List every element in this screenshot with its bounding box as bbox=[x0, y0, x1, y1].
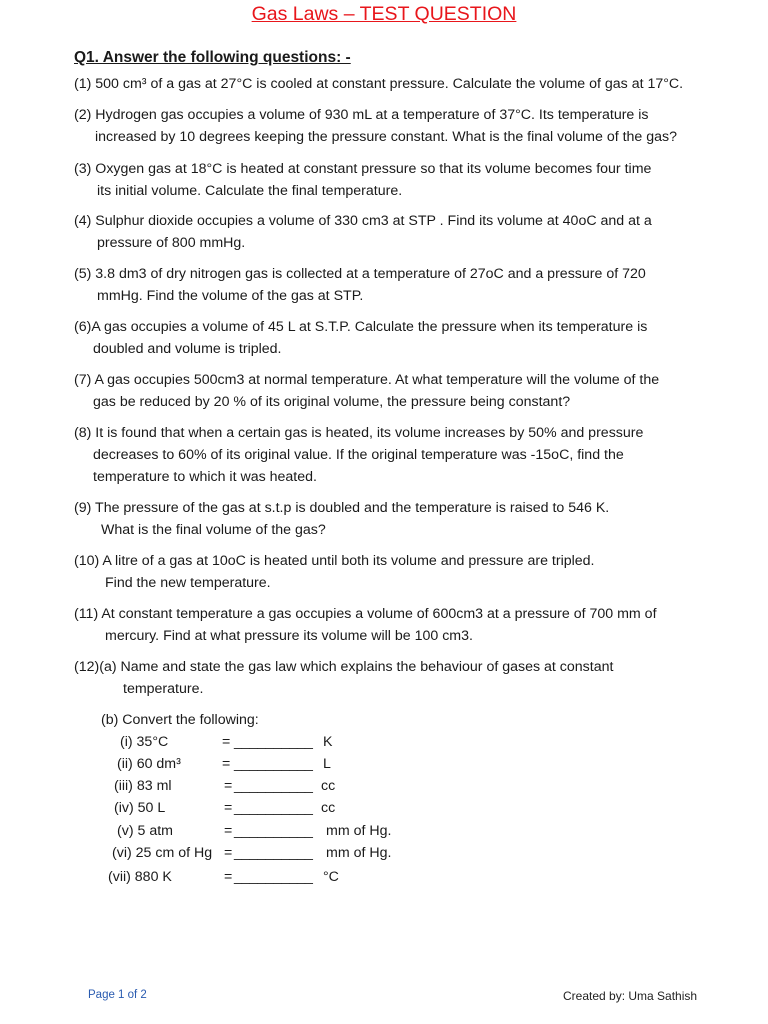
convert-item-left: (ii) 60 dm³ bbox=[117, 756, 181, 772]
question-7 bbox=[74, 369, 724, 413]
question-4 bbox=[74, 210, 724, 254]
question-5 bbox=[74, 263, 724, 307]
convert-item-unit: mm of Hg. bbox=[326, 823, 392, 839]
question-line: temperature. bbox=[123, 681, 204, 697]
section-heading: Q1. Answer the following questions: - bbox=[74, 49, 351, 66]
answer-blank[interactable]: __________ bbox=[234, 756, 313, 772]
convert-item-eq: = bbox=[224, 869, 233, 885]
convert-item-eq: = bbox=[224, 823, 233, 839]
question-line: (1) 500 cm³ of a gas at 27°C is cooled at constant pressure. Calculate the volume of gas at 17°C. bbox=[74, 76, 684, 92]
question-line: temperature to which it was heated. bbox=[93, 469, 317, 485]
question-10 bbox=[74, 550, 724, 594]
question-line: increased by 10 degrees keeping the pressure constant. What is the final volume of the gas? bbox=[95, 129, 678, 145]
question-line: doubled and volume is tripled. bbox=[93, 341, 282, 357]
convert-label: (b) Convert the following: bbox=[101, 712, 259, 728]
author-credit: Created by: Uma Sathish bbox=[563, 989, 698, 1003]
question-9 bbox=[74, 497, 724, 541]
question-12a bbox=[74, 656, 724, 700]
page-title: Gas Laws – TEST QUESTION bbox=[251, 3, 517, 25]
question-line: mercury. Find at what pressure its volume will be 100 cm3. bbox=[105, 628, 473, 644]
question-8 bbox=[74, 422, 724, 488]
convert-item-left: (v) 5 atm bbox=[117, 823, 173, 839]
question-1 bbox=[74, 73, 724, 95]
question-line: (2) Hydrogen gas occupies a volume of 930 mL at a temperature of 37°C. Its temperature is bbox=[74, 107, 649, 123]
answer-blank[interactable]: __________ bbox=[234, 778, 313, 794]
convert-item-unit: cc bbox=[321, 800, 336, 816]
convert-item-left: (vii) 880 K bbox=[108, 869, 172, 885]
convert-item-unit: L bbox=[323, 756, 331, 772]
question-line: mmHg. Find the volume of the gas at STP. bbox=[97, 288, 364, 304]
question-2 bbox=[74, 104, 724, 148]
question-line: (8) It is found that when a certain gas is heated, its volume increases by 50% and pressure bbox=[74, 425, 644, 441]
question-3 bbox=[74, 158, 724, 202]
answer-blank[interactable]: __________ bbox=[234, 800, 313, 816]
question-line: (3) Oxygen gas at 18°C is heated at constant pressure so that its volume becomes four time bbox=[74, 161, 652, 177]
question-line: (5) 3.8 dm3 of dry nitrogen gas is collected at a temperature of 27oC and a pressure of 720 bbox=[74, 266, 646, 282]
convert-item-eq: = bbox=[222, 734, 231, 750]
convert-item-left: (vi) 25 cm of Hg bbox=[112, 845, 213, 861]
convert-item-left: (i) 35°C bbox=[120, 734, 169, 750]
question-line: gas be reduced by 20 % of its original volume, the pressure being constant? bbox=[93, 394, 571, 410]
convert-item-eq: = bbox=[224, 845, 233, 861]
question-line: What is the final volume of the gas? bbox=[101, 522, 326, 538]
answer-blank[interactable]: __________ bbox=[234, 869, 313, 885]
page-number: Page 1 of 2 bbox=[88, 989, 147, 1001]
answer-blank[interactable]: __________ bbox=[234, 734, 313, 750]
question-line: (6)A gas occupies a volume of 45 L at S.T.P. Calculate the pressure when its temperature is bbox=[74, 319, 648, 335]
question-11 bbox=[74, 603, 724, 647]
convert-item-unit: mm of Hg. bbox=[326, 845, 392, 861]
question-line: (9) The pressure of the gas at s.t.p is doubled and the temperature is raised to 546 K. bbox=[74, 500, 610, 516]
convert-item-unit: K bbox=[323, 734, 333, 750]
convert-item-eq: = bbox=[224, 800, 233, 816]
question-line: (11) At constant temperature a gas occupies a volume of 600cm3 at a pressure of 700 mm of bbox=[74, 606, 657, 622]
question-line: pressure of 800 mmHg. bbox=[97, 235, 246, 251]
question-line: (7) A gas occupies 500cm3 at normal temperature. At what temperature will the volume of the bbox=[74, 372, 660, 388]
question-line: (10) A litre of a gas at 10oC is heated until both its volume and pressure are tripled. bbox=[74, 553, 595, 569]
question-line: (4) Sulphur dioxide occupies a volume of 330 cm3 at STP . Find its volume at 40oC and at a bbox=[74, 213, 652, 229]
answer-blank[interactable]: __________ bbox=[234, 823, 313, 839]
convert-item-left: (iv) 50 L bbox=[114, 800, 166, 816]
convert-item-left: (iii) 83 ml bbox=[114, 778, 172, 794]
convert-item-eq: = bbox=[222, 756, 231, 772]
question-line: decreases to 60% of its original value. If the original temperature was -15oC, find the bbox=[93, 447, 624, 463]
convert-item-unit: °C bbox=[323, 869, 339, 885]
convert-item-eq: = bbox=[224, 778, 233, 794]
question-6 bbox=[74, 316, 724, 360]
question-line: its initial volume. Calculate the final temperature. bbox=[97, 183, 403, 199]
question-line: Find the new temperature. bbox=[105, 575, 271, 591]
answer-blank[interactable]: __________ bbox=[234, 845, 313, 861]
convert-item-unit: cc bbox=[321, 778, 336, 794]
question-line: (12)(a) Name and state the gas law which explains the behaviour of gases at constant bbox=[74, 659, 614, 675]
